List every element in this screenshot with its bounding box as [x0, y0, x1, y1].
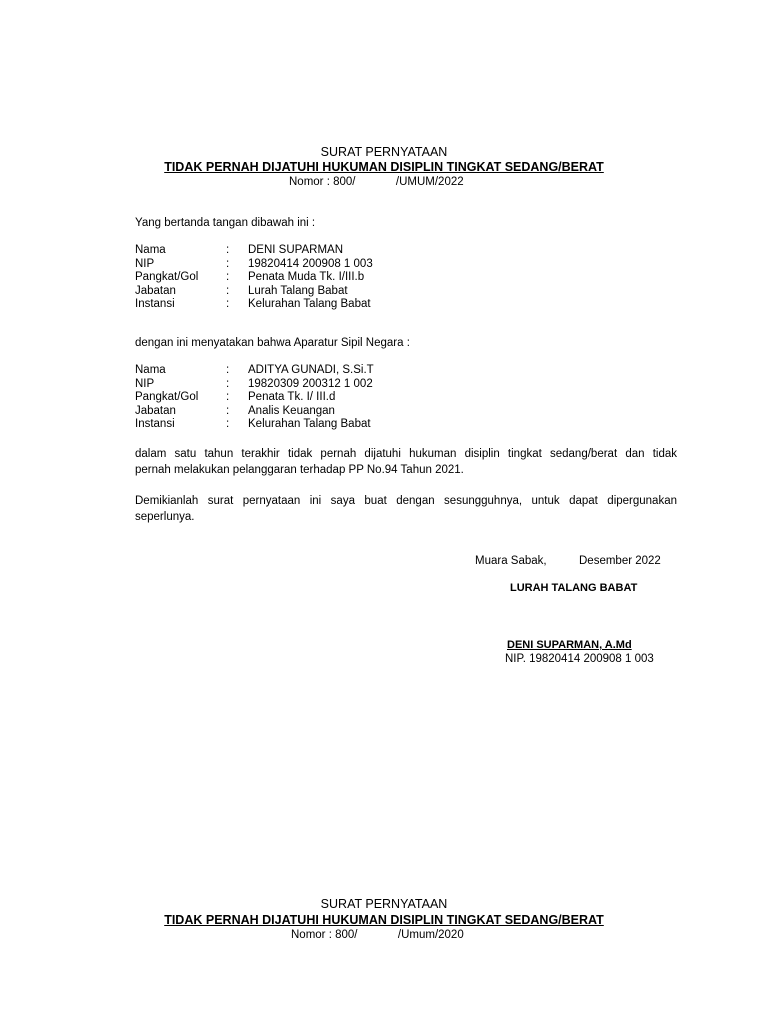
doc2-subtitle [0, 913, 768, 928]
doc-title: SURAT PERNYATAAN [320, 145, 448, 159]
doc2-subtitle-text: TIDAK PERNAH DIJATUHI HUKUMAN DISIPLIN TINGKAT SEDANG/BERAT [164, 913, 604, 927]
field-colon: : [226, 298, 230, 310]
signature-place: Muara Sabak, [475, 555, 547, 567]
field-colon: : [226, 404, 230, 417]
field-value: ADITYA GUNADI, S.Si.T [248, 364, 374, 376]
field-value: Penata Muda Tk. I/III.b [248, 271, 365, 283]
field-label: Pangkat/Gol [135, 271, 199, 283]
statement-intro: dengan ini menyatakan bahwa Aparatur Sipil Negara : [135, 337, 410, 349]
closing-line-2: seperlunya. [135, 511, 195, 523]
field-label: Jabatan [135, 404, 176, 417]
doc2-number-prefix: Nomor : 800/ [291, 929, 358, 941]
field-colon: : [226, 284, 230, 297]
signer-name: DENI SUPARMAN, A.Md [507, 639, 632, 651]
field-value: 19820309 200312 1 002 [248, 377, 373, 390]
field-label: NIP [135, 377, 155, 390]
statement-line-1: dalam satu tahun terakhir tidak pernah dijatuhi hukuman disiplin tingkat sedang/berat dan tidak [135, 448, 677, 460]
field-colon: : [226, 271, 230, 283]
doc-number-suffix: /UMUM/2022 [395, 176, 464, 188]
field-colon: : [226, 257, 230, 270]
field-value: 19820414 200908 1 003 [248, 257, 373, 270]
field-value: Analis Keuangan [248, 404, 335, 417]
field-label: NIP [135, 257, 155, 270]
statement-line-2: pernah melakukan pelanggaran terhadap PP No.94 Tahun 2021. [135, 464, 464, 476]
field-label: Instansi [135, 298, 175, 310]
signature-date: Desember 2022 [579, 555, 661, 567]
doc-subtitle [0, 160, 768, 175]
doc2-number [291, 929, 464, 943]
field-colon: : [226, 391, 230, 403]
doc-subtitle-text: TIDAK PERNAH DIJATUHI HUKUMAN DISIPLIN TINGKAT SEDANG/BERAT [164, 160, 604, 174]
closing-line-1: Demikianlah surat pernyataan ini saya buat dengan sesungguhnya, untuk dapat dipergunakan [135, 495, 677, 507]
field-value: Lurah Talang Babat [248, 284, 348, 297]
intro-text: Yang bertanda tangan dibawah ini : [135, 217, 316, 229]
doc2-title: SURAT PERNYATAAN [320, 897, 448, 911]
field-colon: : [226, 244, 230, 256]
field-colon: : [226, 418, 230, 430]
signer-position: LURAH TALANG BABAT [510, 582, 638, 594]
field-value: DENI SUPARMAN [248, 244, 343, 256]
doc2-number-suffix: /Umum/2020 [397, 929, 464, 941]
doc-number [289, 176, 464, 190]
field-value: Kelurahan Talang Babat [248, 418, 371, 430]
signer-nip: NIP. 19820414 200908 1 003 [505, 653, 654, 665]
field-colon: : [226, 364, 230, 376]
field-label: Instansi [135, 418, 175, 430]
field-label: Jabatan [135, 284, 176, 297]
field-value: Penata Tk. I/ III.d [248, 391, 336, 403]
field-label: Pangkat/Gol [135, 391, 199, 403]
field-colon: : [226, 377, 230, 390]
field-label: Nama [135, 244, 166, 256]
field-label: Nama [135, 364, 166, 376]
doc-number-prefix: Nomor : 800/ [289, 176, 356, 188]
field-value: Kelurahan Talang Babat [248, 298, 371, 310]
